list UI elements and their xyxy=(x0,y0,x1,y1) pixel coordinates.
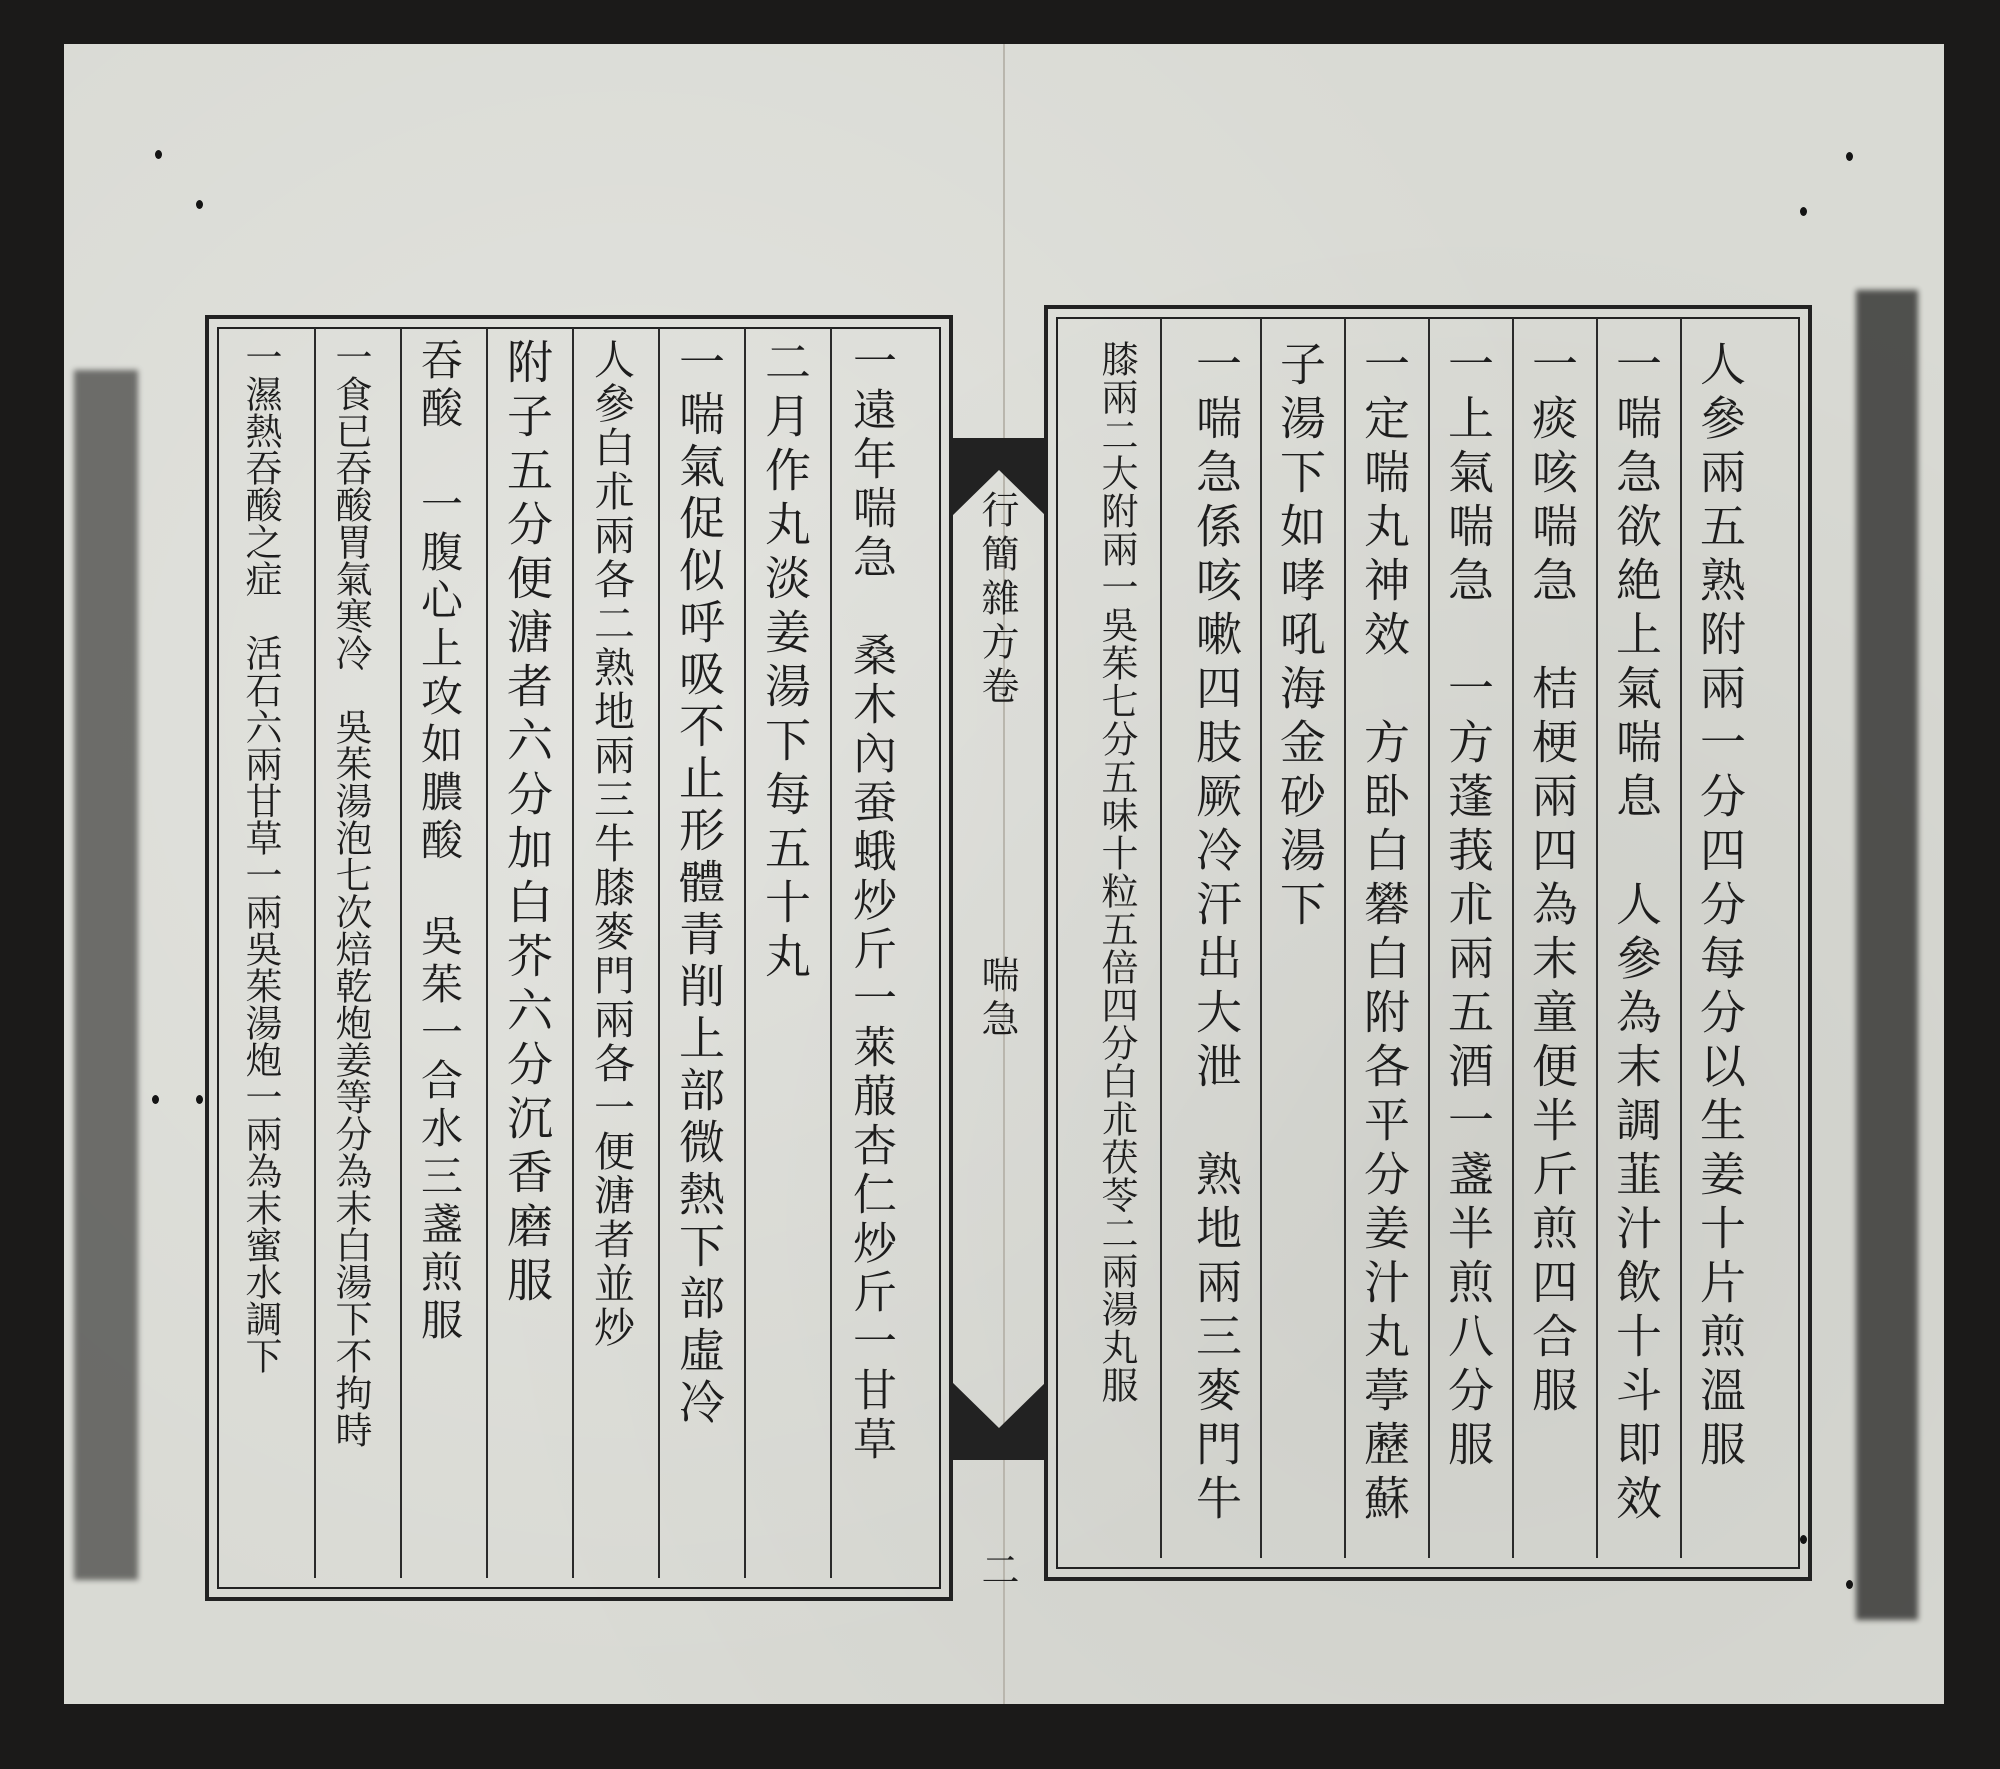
binding-hole xyxy=(196,200,203,209)
column-rule xyxy=(1428,318,1430,1558)
column-rule xyxy=(658,328,660,1578)
spine-page-number: 二 xyxy=(975,1550,1019,1594)
left-column-8: 一濕熱吞酸之症 活石六兩甘草一兩吳茱湯炮一兩為末蜜水調下 xyxy=(239,338,282,1374)
right-column-6: 子湯下如哮吼海金砂湯下 xyxy=(1273,340,1327,934)
column-rule xyxy=(1344,318,1346,1558)
left-column-3: 一喘氣促似呼吸不止形體青削上部微熱下部虛冷 xyxy=(672,338,726,1430)
left-edge-smudge xyxy=(74,370,138,1580)
binding-hole xyxy=(1846,1580,1853,1589)
spine-column xyxy=(950,430,1048,1594)
column-rule xyxy=(486,328,488,1578)
right-column-2: 一喘急欲絶上氣喘息 人參為末調韮汁飲十斗即效 xyxy=(1609,340,1663,1528)
right-column-3: 一痰咳喘急 桔梗兩四為末童便半斤煎四合服 xyxy=(1525,340,1579,1420)
left-column-6: 吞酸 一腹心上攻如膿酸 吳茱一合水三盞煎服 xyxy=(415,338,464,1346)
left-column-2: 二月作丸淡姜湯下每五十丸 xyxy=(758,338,812,986)
spine-title: 行簡雜方卷 xyxy=(975,490,1019,710)
right-column-8: 膝兩二大附兩一吳茱七分五味十粒五倍四分白朮茯苓二兩湯丸服 xyxy=(1095,340,1138,1404)
column-rule xyxy=(1680,318,1682,1558)
binding-hole xyxy=(155,150,162,159)
right-column-1: 人參兩五熟附兩一分四分每分以生姜十片煎溫服 xyxy=(1693,340,1747,1474)
left-page-frame xyxy=(205,315,953,1601)
binding-hole xyxy=(1846,152,1853,161)
left-column-1: 一遠年喘急 桑木內蚕蛾炒斤一萊菔杏仁炒斤一甘草 xyxy=(845,338,896,1465)
column-rule xyxy=(1260,318,1262,1558)
column-rule xyxy=(400,328,402,1578)
column-rule xyxy=(1596,318,1598,1558)
column-rule xyxy=(830,328,832,1578)
column-rule xyxy=(314,328,316,1578)
right-edge-smudge xyxy=(1856,290,1918,1620)
right-column-4: 一上氣喘急 一方蓬莪朮兩五酒一盞半煎八分服 xyxy=(1441,340,1495,1474)
left-column-4: 人參白朮兩各二熟地兩三牛膝麥門兩各一便溏者並炒 xyxy=(587,338,635,1350)
right-column-5: 一定喘丸神效 方卧白礬白附各平分姜汁丸葶藶蘇 xyxy=(1357,340,1411,1528)
binding-hole xyxy=(152,1095,159,1104)
binding-hole xyxy=(1800,207,1807,216)
left-column-5: 附子五分便溏者六分加白芥六分沉香磨服 xyxy=(500,338,554,1310)
column-rule xyxy=(744,328,746,1578)
column-rule xyxy=(1160,318,1162,1558)
right-column-7: 一喘急係咳嗽四肢厥冷汗出大泄 熟地兩三麥門牛 xyxy=(1189,340,1243,1528)
column-rule xyxy=(572,328,574,1578)
binding-hole xyxy=(196,1095,203,1104)
spine-section: 喘急 xyxy=(975,955,1019,1043)
left-column-7: 一食已吞酸胃氣寒冷 吳茱湯泡七次焙乾炮姜等分為末白湯下不拘時 xyxy=(329,338,372,1448)
column-rule xyxy=(1512,318,1514,1558)
